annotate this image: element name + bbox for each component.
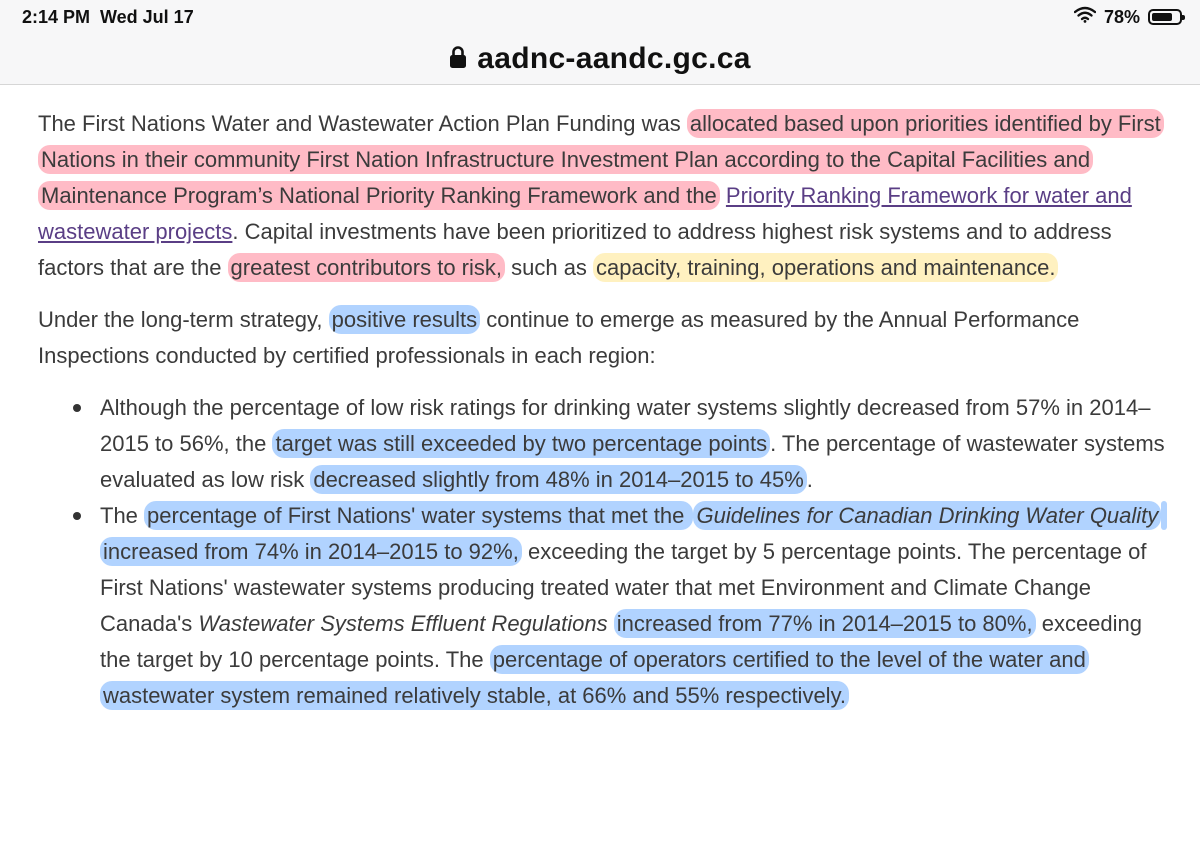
text-run: Although the percentage of low risk ratings for drinking water systems slightly decreased from 57% in 2014–2015 to 56%, the xyxy=(100,395,1151,456)
text-run: such as xyxy=(505,255,594,280)
highlight-blue: percentage of operators certified to the level of the water and wastewater system remained relatively stable, at 66% and 55% respectively. xyxy=(100,645,1089,710)
results-list xyxy=(38,390,1178,714)
text-run: continue to emerge as measured by the Annual Performance Inspections conducted by certified professionals in each region: xyxy=(38,307,1080,368)
highlight-blue: percentage of First Nations' water systems that met the xyxy=(144,501,693,530)
text-run xyxy=(608,611,614,636)
priority-ranking-link[interactable]: Priority Ranking Framework for water and wastewater projects xyxy=(38,183,1132,244)
italic-title: Wastewater Systems Effluent Regulations xyxy=(198,611,608,636)
list-item xyxy=(100,390,1178,498)
status-date: Wed Jul 17 xyxy=(100,7,194,27)
battery-icon xyxy=(1148,9,1182,25)
highlight-blue: increased from 77% in 2014–2015 to 80%, xyxy=(614,609,1036,638)
battery-level-fill xyxy=(1152,13,1172,21)
highlight-blue: decreased slightly from 48% in 2014–2015 to 45% xyxy=(310,465,806,494)
battery-percent: 78% xyxy=(1103,6,1140,27)
text-run: exceeding the target by 10 percentage points. The xyxy=(100,611,1143,672)
text-run: The xyxy=(100,503,145,528)
text-run: . Capital investments have been prioritized to address highest risk systems and to address factors that are the xyxy=(38,219,1112,280)
status-time: 2:14 PM xyxy=(22,7,91,27)
highlight-blue: positive results xyxy=(329,305,481,334)
address-bar[interactable] xyxy=(0,34,1200,85)
highlight-blue: increased from 74% in 2014–2015 to 92%, xyxy=(100,501,1167,566)
wifi-icon xyxy=(1074,6,1096,28)
paragraph-strategy xyxy=(38,302,1178,374)
highlight-red: allocated based upon priorities identified by First Nations in their community First Nation Infrastructure Investment Plan according to the Capital Facilities and Maintenance Program’s National Priority Ranking Framework and the xyxy=(38,109,1164,210)
text-run: exceeding the target by 5 percentage points. The percentage of First Nations' wastewater systems producing treated water that met Environment and Climate Change Canada's xyxy=(100,539,1147,636)
status-bar xyxy=(0,0,1200,34)
url-text[interactable]: aadnc-aandc.gc.ca xyxy=(477,42,751,75)
status-indicators xyxy=(1074,6,1182,28)
highlight-red: greatest contributors to risk, xyxy=(228,253,505,282)
article-content xyxy=(38,106,1178,714)
text-run: Under the long-term strategy, xyxy=(38,307,329,332)
highlight-blue-italic: Guidelines for Canadian Drinking Water Quality xyxy=(693,501,1161,530)
text-run: . The percentage of wastewater systems evaluated as low risk xyxy=(100,431,1165,492)
text-run: . xyxy=(806,467,813,492)
paragraph-funding xyxy=(38,106,1178,286)
lock-icon xyxy=(449,45,467,74)
list-item xyxy=(100,498,1178,714)
battery-nub xyxy=(1182,15,1185,20)
text-run: The First Nations Water and Wastewater Action Plan Funding was xyxy=(38,111,687,136)
highlight-yellow: capacity, training, operations and maintenance. xyxy=(593,253,1058,282)
highlight-blue: target was still exceeded by two percentage points xyxy=(272,429,770,458)
